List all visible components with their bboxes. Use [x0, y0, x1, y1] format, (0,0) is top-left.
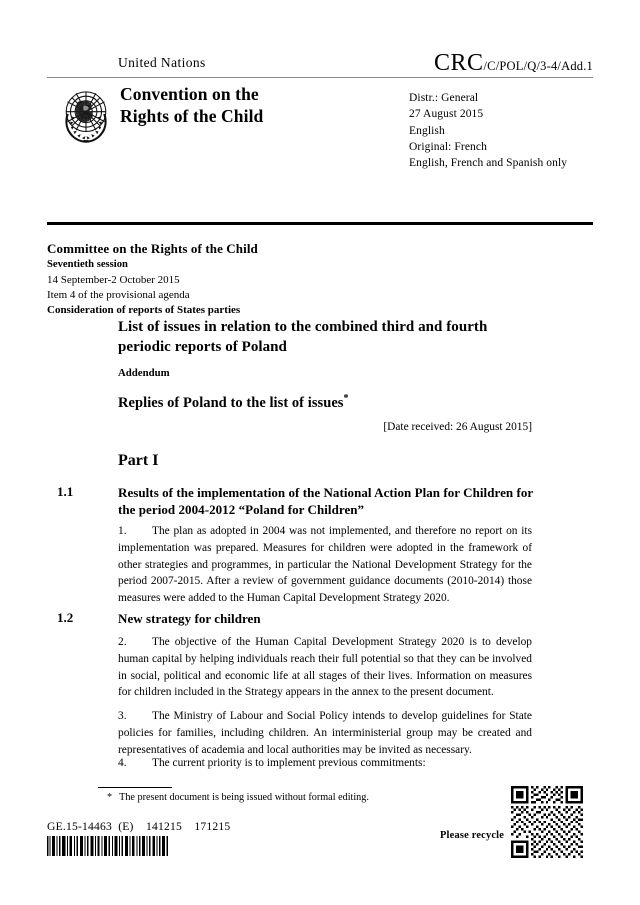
section-title: New strategy for children — [118, 611, 261, 626]
document-subtitle-text: Replies of Poland to the list of issues — [118, 394, 344, 411]
date-received: [Date received: 26 August 2015] — [383, 421, 532, 433]
un-emblem-icon — [53, 82, 119, 148]
distribution-block — [409, 90, 567, 172]
footnote — [107, 791, 537, 805]
paragraph-number: 3. — [118, 710, 127, 722]
section-heading-1-1 — [57, 484, 537, 519]
convention-title-line-2: Rights of the Child — [120, 105, 264, 126]
agenda-item: Item 4 of the provisional agenda — [47, 288, 190, 301]
document-subtitle — [118, 393, 349, 412]
paragraph-number: 1. — [118, 525, 127, 537]
ge-code: GE.15-14463 (E) 141215 171215 — [47, 820, 231, 833]
header-divider-thin — [47, 77, 593, 78]
paragraph-text: The plan as adopted in 2004 was not implemented, and therefore no report on its implementation was prepared. Measures for children were adopted in the framework of other strategies and programmes, in particular the National Development Strategy for the period 2007-2015. After a review of government guidance documents (2010-2014) those measures were added to the Human Capital Development Strategy 2020. — [118, 525, 532, 605]
committee-name: Committee on the Rights of the Child — [47, 241, 258, 256]
organization-name: United Nations — [118, 55, 206, 70]
paragraph — [118, 755, 532, 772]
convention-title — [120, 84, 263, 127]
distribution-line: English, French and Spanish only — [409, 157, 568, 170]
paragraph-text: The Ministry of Labour and Social Policy intends to develop guidelines for State policies for families, including children. An interministerial group may be created and representatives of academia and local authorities may be invited as necessary. — [118, 710, 532, 756]
header-divider-thick — [47, 222, 593, 225]
committee-dates: 14 September-2 October 2015 — [47, 273, 180, 286]
barcode — [47, 836, 169, 856]
agenda-topic: Consideration of reports of States parties — [47, 303, 241, 316]
page-title: List of issues in relation to the combined third and fourth periodic reports of Poland — [118, 319, 488, 355]
distribution-line: 27 August 2015 — [409, 108, 484, 121]
recycle-label: Please recycle — [440, 829, 505, 841]
subtitle-footnote-marker: * — [343, 393, 349, 404]
section-number: 1.2 — [57, 610, 74, 625]
paragraph-number: 2. — [118, 636, 127, 648]
section-heading-1-2 — [57, 610, 537, 627]
paragraph — [118, 523, 532, 607]
part-heading: Part I — [118, 452, 159, 469]
addendum-label: Addendum — [118, 367, 170, 379]
footnote-text: The present document is being issued without formal editing. — [119, 792, 369, 803]
section-number: 1.1 — [57, 484, 74, 499]
document-symbol-main: CRC — [433, 50, 484, 76]
committee-block — [47, 240, 467, 318]
document-symbol-suffix: /C/POL/Q/3-4/Add.1 — [483, 59, 593, 73]
paragraph-text: The objective of the Human Capital Development Strategy 2020 is to develop human capital by helping individuals reach their full potential so that they can be involved in social, political and economic life at all stages of their lives. Information on measures for children included in the Strategy appears in the annex to the present document. — [118, 636, 532, 699]
committee-session: Seventieth session — [47, 258, 128, 270]
convention-title-line-1: Convention on the — [120, 84, 259, 104]
document-symbol — [434, 50, 593, 77]
paragraph-text: The current priority is to implement previous commitments: — [152, 757, 426, 769]
footnote-marker: * — [107, 792, 113, 803]
qr-code — [511, 786, 583, 858]
distribution-line: Distr.: General — [409, 92, 479, 104]
footnote-separator — [98, 787, 172, 788]
paragraph-number: 4. — [118, 757, 127, 769]
document-header — [47, 50, 593, 76]
distribution-line: Original: French — [409, 140, 487, 153]
distribution-line: English — [409, 124, 445, 137]
paragraph — [118, 708, 532, 758]
paragraph — [118, 634, 532, 701]
section-title: Results of the implementation of the National Action Plan for Children for the period 2004-2012 “Poland for Children” — [118, 485, 533, 518]
